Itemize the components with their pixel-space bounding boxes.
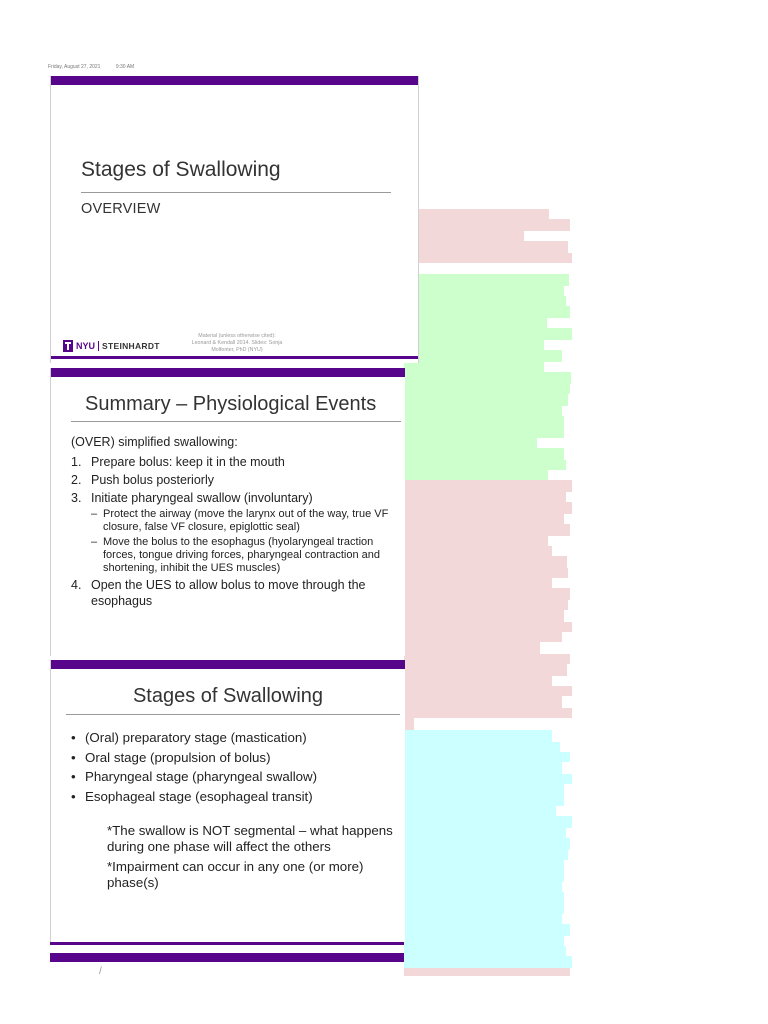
logo-school-text: STEINHARDT — [102, 341, 160, 351]
page-timestamp — [48, 64, 148, 70]
logo-divider — [98, 341, 99, 351]
slide-credit — [179, 333, 295, 354]
sub-item-text: Move the bolus to the esophagus (hyolaryngeal traction forces, tongue driving forces, pharyngeal contraction and shortening, inhibit the UES muscles) — [103, 536, 380, 574]
date-text: Friday, August 27, 2021 — [48, 64, 101, 70]
sub-list-item — [91, 536, 401, 575]
slide-stages-heading: Stages of Swallowing — [132, 685, 324, 707]
title-divider — [81, 192, 391, 193]
stray-mark: / — [99, 966, 102, 977]
item-text: Push bolus posteriorly — [91, 473, 214, 487]
slide-summary — [50, 368, 405, 656]
bullet-glyph: • — [71, 730, 76, 745]
credit-line: Leonard & Kendall 2014. Slides: Sonja — [191, 340, 283, 346]
sub-item-text: Protect the airway (move the larynx out of the way, true VF closure, false VF closure, epiglottic seal) — [103, 508, 389, 533]
list-item — [71, 454, 401, 470]
list-item — [71, 490, 401, 506]
bullet-glyph: • — [71, 788, 76, 804]
list-item — [71, 472, 401, 488]
slide-title — [50, 76, 419, 363]
item-text: Pharyngeal stage (pharyngeal swallow) — [85, 769, 318, 784]
list-item — [71, 577, 401, 609]
item-text: Initiate pharyngeal swallow (involuntary) — [91, 491, 313, 505]
summary-intro: (OVER) simplified swallowing: — [71, 435, 238, 449]
list-item — [71, 787, 401, 807]
dash-glyph: – — [91, 508, 98, 520]
slide-bottom-bar — [50, 942, 404, 945]
item-number: 2. — [71, 473, 82, 487]
nyu-steinhardt-logo — [63, 339, 160, 353]
slide-summary-heading: Summary – Physiological Events — [85, 393, 377, 415]
sub-list-item — [91, 508, 401, 534]
stages-list — [71, 728, 401, 806]
next-slide-top-bar — [50, 953, 404, 962]
credit-line: Molfenter, PhD (NYU) — [211, 347, 263, 353]
item-text: Open the UES to allow bolus to move through the esophagus — [91, 578, 366, 608]
stages-notes — [107, 823, 397, 895]
slide-top-bar — [51, 660, 405, 669]
list-item — [71, 767, 401, 787]
title-divider — [71, 421, 401, 422]
item-text: Esophageal stage (esophageal transit) — [85, 788, 313, 804]
slide-top-bar — [51, 368, 405, 377]
item-text: Oral stage (propulsion of bolus) — [85, 749, 271, 765]
bullet-glyph: • — [71, 749, 76, 765]
title-divider — [66, 714, 400, 715]
credit-line: Material (unless otherwise cited): — [198, 333, 276, 339]
item-text: Prepare bolus: keep it in the mouth — [91, 455, 285, 469]
summary-list — [71, 454, 401, 611]
time-text: 9:30 AM — [115, 64, 135, 70]
note-text: *Impairment can occur in any one (or more) phase(s) — [107, 859, 364, 890]
item-number: 4. — [71, 578, 82, 592]
item-number: 3. — [71, 491, 82, 505]
logo-nyu-text: NYU — [76, 341, 96, 351]
dash-glyph: – — [91, 536, 98, 548]
item-number: 1. — [71, 455, 82, 469]
list-item — [71, 728, 401, 748]
slide-subtitle: OVERVIEW — [81, 201, 161, 217]
item-text: (Oral) preparatory stage (mastication) — [85, 730, 307, 745]
list-item — [71, 748, 401, 768]
slide-top-bar — [51, 76, 418, 85]
torch-icon — [63, 340, 73, 352]
slide-bottom-bar — [51, 356, 418, 359]
note-text: *The swallow is NOT segmental – what happens during one phase will affect the others — [107, 823, 393, 854]
bullet-glyph: • — [71, 769, 76, 784]
slide-stages — [50, 660, 405, 942]
slide-title-heading: Stages of Swallowing — [81, 158, 281, 181]
